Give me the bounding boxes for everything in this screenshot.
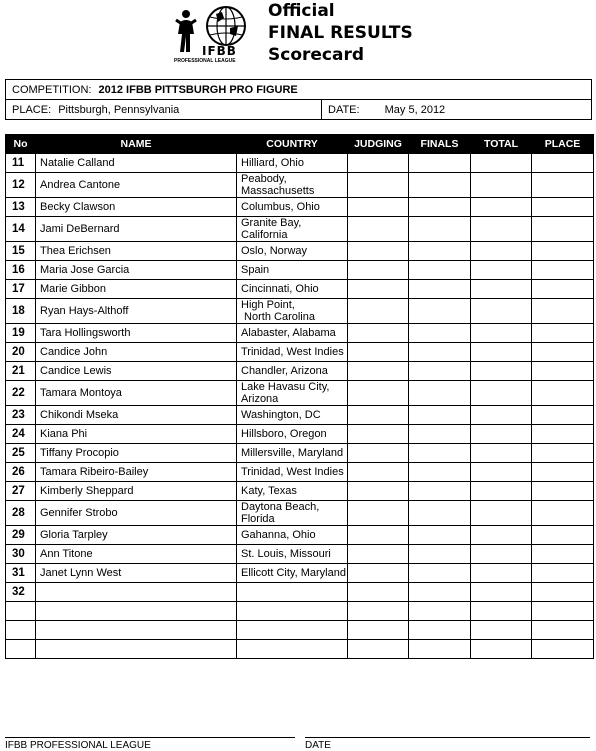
row-number — [6, 602, 36, 621]
total-score — [471, 217, 532, 242]
place-score — [532, 583, 594, 602]
signature-league-label: IFBB PROFESSIONAL LEAGUE — [5, 740, 151, 751]
total-score — [471, 640, 532, 659]
logo-subtext: PROFESSIONAL LEAGUE — [174, 58, 236, 64]
row-number: 17 — [6, 280, 36, 299]
judging-score — [348, 173, 409, 198]
finals-score — [409, 564, 471, 583]
judging-score — [348, 261, 409, 280]
competitor-country — [237, 526, 348, 545]
results-table — [5, 134, 594, 659]
row-number: 23 — [6, 406, 36, 425]
signature-league — [5, 737, 295, 751]
total-score — [471, 583, 532, 602]
table-row — [6, 299, 594, 324]
competitor-name: Becky Clawson — [36, 198, 237, 217]
competitor-name — [36, 602, 237, 621]
judging-score — [348, 482, 409, 501]
total-score — [471, 154, 532, 173]
judging-score — [348, 545, 409, 564]
finals-score — [409, 154, 471, 173]
judging-score — [348, 564, 409, 583]
competitor-name: Kiana Phi — [36, 425, 237, 444]
judging-score — [348, 280, 409, 299]
table-row — [6, 621, 594, 640]
total-score — [471, 261, 532, 280]
country-line: Trinidad, West Indies — [241, 466, 344, 478]
country-line: Lake Havasu City, — [241, 381, 330, 393]
table-row — [6, 482, 594, 501]
finals-score — [409, 583, 471, 602]
country-line: Hilliard, Ohio — [241, 157, 304, 169]
country-line: Florida — [241, 513, 275, 525]
date-value: May 5, 2012 — [384, 103, 446, 116]
judging-score — [348, 343, 409, 362]
country-line: Alabaster, Alabama — [241, 327, 336, 339]
table-row — [6, 501, 594, 526]
table-row — [6, 242, 594, 261]
country-line: Peabody, — [241, 173, 287, 185]
competitor-name — [36, 583, 237, 602]
competitor-name: Ryan Hays-Althoff — [36, 299, 237, 324]
place-score — [532, 406, 594, 425]
competitor-name: Tara Hollingsworth — [36, 324, 237, 343]
place-score — [532, 154, 594, 173]
judging-score — [348, 640, 409, 659]
judging-score — [348, 444, 409, 463]
place-score — [532, 217, 594, 242]
row-number: 29 — [6, 526, 36, 545]
total-score — [471, 501, 532, 526]
finals-score — [409, 444, 471, 463]
judging-score — [348, 324, 409, 343]
header-place: PLACE — [532, 135, 594, 154]
finals-score — [409, 602, 471, 621]
header-name: NAME — [36, 135, 237, 154]
total-score — [471, 463, 532, 482]
country-line: Columbus, Ohio — [241, 201, 320, 213]
finals-score — [409, 621, 471, 640]
header-no: No — [6, 135, 36, 154]
country-line: Spain — [241, 264, 270, 276]
row-number: 26 — [6, 463, 36, 482]
total-score — [471, 545, 532, 564]
competitor-country — [237, 406, 348, 425]
place-score — [532, 299, 594, 324]
total-score — [471, 381, 532, 406]
place-score — [532, 482, 594, 501]
country-line: California — [241, 229, 288, 241]
table-row — [6, 463, 594, 482]
competitor-country — [237, 564, 348, 583]
row-number: 13 — [6, 198, 36, 217]
finals-score — [409, 173, 471, 198]
country-line: High Point, — [241, 299, 295, 311]
place-score — [532, 602, 594, 621]
country-line: Massachusetts — [241, 185, 315, 197]
total-score — [471, 425, 532, 444]
title-line-1: Official — [268, 1, 335, 21]
competitor-name: Gennifer Strobo — [36, 501, 237, 526]
table-row — [6, 198, 594, 217]
table-row — [6, 444, 594, 463]
place-score — [532, 280, 594, 299]
finals-score — [409, 640, 471, 659]
judging-score — [348, 425, 409, 444]
competitor-country — [237, 343, 348, 362]
table-header-row — [6, 135, 594, 154]
row-number: 14 — [6, 217, 36, 242]
row-number: 16 — [6, 261, 36, 280]
table-row — [6, 173, 594, 198]
total-score — [471, 526, 532, 545]
table-row — [6, 343, 594, 362]
logo-text: IFBB — [202, 44, 237, 58]
judging-score — [348, 583, 409, 602]
row-number — [6, 621, 36, 640]
table-row — [6, 564, 594, 583]
row-number: 19 — [6, 324, 36, 343]
competitor-country — [237, 280, 348, 299]
competitor-country — [237, 217, 348, 242]
competition-label: COMPETITION: — [12, 83, 92, 96]
competitor-name: Candice John — [36, 343, 237, 362]
total-score — [471, 482, 532, 501]
table-row — [6, 324, 594, 343]
judging-score — [348, 602, 409, 621]
title-line-3: Scorecard — [268, 45, 365, 65]
table-row — [6, 640, 594, 659]
signature-date — [305, 737, 590, 751]
row-number: 25 — [6, 444, 36, 463]
competitor-country — [237, 198, 348, 217]
judging-score — [348, 621, 409, 640]
place-score — [532, 362, 594, 381]
competitor-country — [237, 362, 348, 381]
place-score — [532, 526, 594, 545]
place-label: PLACE: — [12, 103, 52, 116]
competition-cell — [6, 80, 592, 100]
place-score — [532, 640, 594, 659]
finals-score — [409, 280, 471, 299]
competition-value: 2012 IFBB PITTSBURGH PRO FIGURE — [98, 83, 298, 96]
country-line: Ellicott City, Maryland — [241, 567, 346, 579]
competitor-name: Tamara Ribeiro-Bailey — [36, 463, 237, 482]
row-number: 22 — [6, 381, 36, 406]
table-row — [6, 602, 594, 621]
competitor-country — [237, 602, 348, 621]
competitor-country — [237, 261, 348, 280]
competition-info — [5, 79, 592, 120]
results-body — [6, 154, 594, 659]
competitor-country — [237, 154, 348, 173]
finals-score — [409, 545, 471, 564]
finals-score — [409, 526, 471, 545]
row-number: 18 — [6, 299, 36, 324]
competitor-country — [237, 173, 348, 198]
total-score — [471, 343, 532, 362]
country-line: Oslo, Norway — [241, 245, 308, 257]
table-row — [6, 526, 594, 545]
judging-score — [348, 526, 409, 545]
competitor-country — [237, 324, 348, 343]
total-score — [471, 198, 532, 217]
total-score — [471, 444, 532, 463]
place-score — [532, 198, 594, 217]
row-number: 31 — [6, 564, 36, 583]
place-score — [532, 621, 594, 640]
header-country: COUNTRY — [237, 135, 348, 154]
country-line: St. Louis, Missouri — [241, 548, 331, 560]
competitor-name: Ann Titone — [36, 545, 237, 564]
total-score — [471, 242, 532, 261]
place-score — [532, 343, 594, 362]
judging-score — [348, 242, 409, 261]
place-cell — [6, 100, 322, 120]
competitor-name: Kimberly Sheppard — [36, 482, 237, 501]
place-score — [532, 545, 594, 564]
table-row — [6, 154, 594, 173]
competitor-name: Chikondi Mseka — [36, 406, 237, 425]
competitor-country — [237, 463, 348, 482]
finals-score — [409, 261, 471, 280]
row-number: 28 — [6, 501, 36, 526]
competitor-name: Janet Lynn West — [36, 564, 237, 583]
total-score — [471, 362, 532, 381]
row-number: 21 — [6, 362, 36, 381]
place-score — [532, 381, 594, 406]
finals-score — [409, 425, 471, 444]
row-number: 11 — [6, 154, 36, 173]
place-score — [532, 501, 594, 526]
place-score — [532, 324, 594, 343]
total-score — [471, 602, 532, 621]
judging-score — [348, 299, 409, 324]
judging-score — [348, 154, 409, 173]
place-score — [532, 261, 594, 280]
header-finals: FINALS — [409, 135, 471, 154]
competitor-name — [36, 640, 237, 659]
competitor-country — [237, 425, 348, 444]
row-number: 24 — [6, 425, 36, 444]
place-score — [532, 444, 594, 463]
finals-score — [409, 406, 471, 425]
total-score — [471, 280, 532, 299]
finals-score — [409, 324, 471, 343]
competitor-country — [237, 545, 348, 564]
finals-score — [409, 482, 471, 501]
country-line: Arizona — [241, 393, 279, 405]
place-value: Pittsburgh, Pennsylvania — [58, 103, 180, 116]
competitor-name: Gloria Tarpley — [36, 526, 237, 545]
country-line: Washington, DC — [241, 409, 321, 421]
finals-score — [409, 381, 471, 406]
country-line: Hillsboro, Oregon — [241, 428, 327, 440]
competitor-country — [237, 381, 348, 406]
date-label: DATE: — [328, 103, 360, 116]
competitor-country — [237, 299, 348, 324]
competitor-name: Marie Gibbon — [36, 280, 237, 299]
table-row — [6, 217, 594, 242]
judging-score — [348, 463, 409, 482]
row-number: 27 — [6, 482, 36, 501]
signature-date-label: DATE — [305, 740, 331, 751]
competitor-name: Natalie Calland — [36, 154, 237, 173]
header-total: TOTAL — [471, 135, 532, 154]
row-number: 12 — [6, 173, 36, 198]
finals-score — [409, 299, 471, 324]
country-line: Daytona Beach, — [241, 501, 320, 513]
judging-score — [348, 198, 409, 217]
place-score — [532, 463, 594, 482]
judging-score — [348, 406, 409, 425]
competitor-country — [237, 583, 348, 602]
judging-score — [348, 362, 409, 381]
place-score — [532, 564, 594, 583]
table-row — [6, 261, 594, 280]
competitor-name: Thea Erichsen — [36, 242, 237, 261]
competitor-name: Andrea Cantone — [36, 173, 237, 198]
place-score — [532, 425, 594, 444]
finals-score — [409, 217, 471, 242]
table-row — [6, 545, 594, 564]
competitor-country — [237, 621, 348, 640]
country-line: North Carolina — [241, 311, 315, 323]
judging-score — [348, 501, 409, 526]
finals-score — [409, 463, 471, 482]
title-line-2: FINAL RESULTS — [268, 23, 413, 43]
country-line: Chandler, Arizona — [241, 365, 328, 377]
row-number: 15 — [6, 242, 36, 261]
table-row — [6, 425, 594, 444]
date-cell — [322, 100, 592, 120]
header-judging: JUDGING — [348, 135, 409, 154]
ifbb-logo — [172, 4, 262, 64]
country-line: Granite Bay, — [241, 217, 302, 229]
place-score — [532, 173, 594, 198]
table-row — [6, 381, 594, 406]
competitor-name — [36, 621, 237, 640]
competitor-name: Tamara Montoya — [36, 381, 237, 406]
competitor-name: Maria Jose Garcia — [36, 261, 237, 280]
total-score — [471, 324, 532, 343]
finals-score — [409, 501, 471, 526]
finals-score — [409, 242, 471, 261]
place-score — [532, 242, 594, 261]
country-line: Katy, Texas — [241, 485, 297, 497]
country-line: Trinidad, West Indies — [241, 346, 344, 358]
competitor-country — [237, 242, 348, 261]
row-number — [6, 640, 36, 659]
table-row — [6, 362, 594, 381]
scorecard-title — [268, 0, 413, 66]
table-row — [6, 280, 594, 299]
row-number: 30 — [6, 545, 36, 564]
row-number: 32 — [6, 583, 36, 602]
finals-score — [409, 343, 471, 362]
table-row — [6, 583, 594, 602]
country-line: Cincinnati, Ohio — [241, 283, 319, 295]
finals-score — [409, 362, 471, 381]
country-line: Gahanna, Ohio — [241, 529, 316, 541]
competitor-country — [237, 444, 348, 463]
total-score — [471, 564, 532, 583]
country-line: Millersville, Maryland — [241, 447, 344, 459]
total-score — [471, 299, 532, 324]
total-score — [471, 173, 532, 198]
competitor-country — [237, 482, 348, 501]
competitor-country — [237, 640, 348, 659]
table-row — [6, 406, 594, 425]
competitor-country — [237, 501, 348, 526]
total-score — [471, 406, 532, 425]
judging-score — [348, 381, 409, 406]
total-score — [471, 621, 532, 640]
competitor-name: Candice Lewis — [36, 362, 237, 381]
row-number: 20 — [6, 343, 36, 362]
finals-score — [409, 198, 471, 217]
competitor-name: Tiffany Procopio — [36, 444, 237, 463]
judging-score — [348, 217, 409, 242]
competitor-name: Jami DeBernard — [36, 217, 237, 242]
